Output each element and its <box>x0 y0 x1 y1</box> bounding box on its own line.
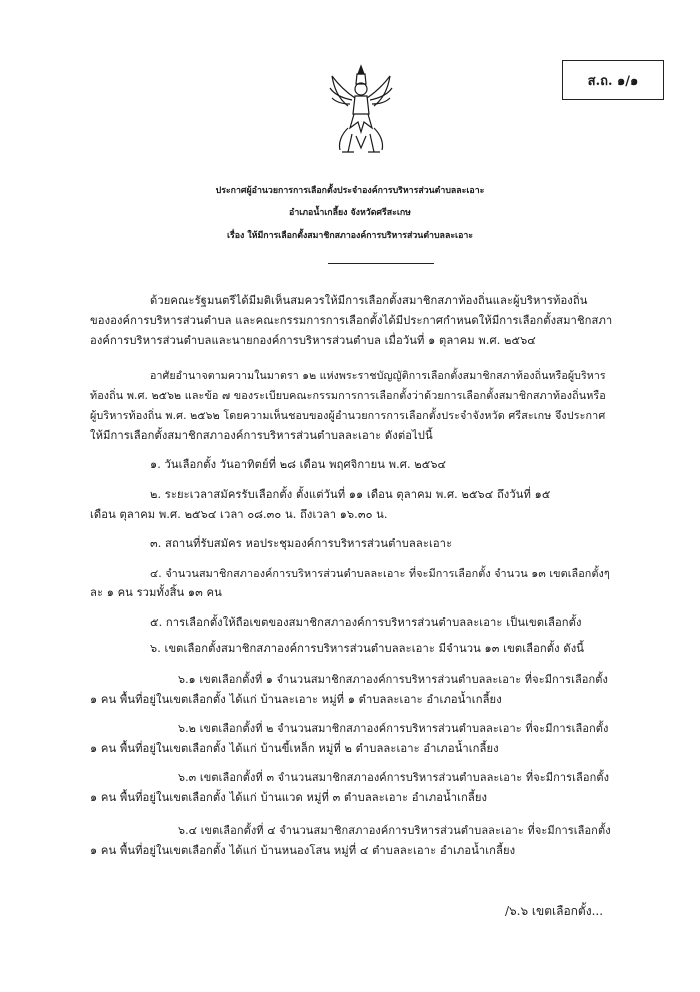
item-3: ๓. สถานที่รับสมัคร หอประชุมองค์การบริหารส่วนตำบลละเอาะ <box>150 537 453 550</box>
announcement-title: ประกาศผู้อำนวยการการเลือกตั้งประจำองค์การบริหารส่วนตำบลละเอาะ <box>215 186 485 196</box>
item-4-line: ๔. จำนวนสมาชิกสภาองค์การบริหารส่วนตำบลละเอาะ ที่จะมีการเลือกตั้ง จำนวน ๑๓ เขตเลือกตั้งๆ <box>150 567 610 580</box>
paragraph-1-line: องค์การบริหารส่วนตำบลและนายกองค์การบริหารส่วนตำบล เมื่อวันที่ ๑ ตุลาคม พ.ศ. ๒๕๖๔ <box>90 334 536 347</box>
paragraph-2-line: ให้มีการเลือกตั้งสมาชิกสภาองค์การบริหารส่วนตำบลละเอาะ ดังต่อไปนี้ <box>90 429 433 442</box>
paragraph-2-line: อาศัยอำนาจตามความในมาตรา ๑๒ แห่งพระราชบัญญัติการเลือกตั้งสมาชิกสภาท้องถิ่นหรือผู้บริหาร <box>150 370 606 382</box>
item-1: ๑. วันเลือกตั้ง วันอาทิตย์ที่ ๒๘ เดือน พฤศจิกายน พ.ศ. ๒๕๖๔ <box>150 458 447 471</box>
subitem-6-2-line: ๖.๒ เขตเลือกตั้งที่ ๒ จำนวนสมาชิกสภาองค์การบริหารส่วนตำบลละเอาะ ที่จะมีการเลือกตั้ง <box>178 722 609 735</box>
paragraph-2-line: ผู้บริหารท้องถิ่น พ.ศ. ๒๕๖๒ โดยความเห็นชอบของผู้อำนวยการการเลือกตั้งประจำจังหวัด ศรีสะเกษ จึงประกาศ <box>90 409 606 422</box>
paragraph-2-line: ท้องถิ่น พ.ศ. ๒๕๖๒ และข้อ ๗ ของระเบียบคณะกรรมการการเลือกตั้งว่าด้วยการเลือกตั้งสมาชิกสภาท้องถิ่นหรือ <box>90 389 606 402</box>
paragraph-1-line: ขององค์การบริหารส่วนตำบล และคณะกรรมการการเลือกตั้งได้มีประกาศกำหนดให้มีการเลือกตั้งสมาชิกสภา <box>90 314 613 327</box>
subitem-6-3-line: ๖.๓ เขตเลือกตั้งที่ ๓ จำนวนสมาชิกสภาองค์การบริหารส่วนตำบลละเอาะ ที่จะมีการเลือกตั้ง <box>178 771 610 784</box>
subitem-6-3-line: ๑ คน พื้นที่อยู่ในเขตเลือกตั้ง ได้แก่ บ้านแวด หมู่ที่ ๓ ตำบลละเอาะ อำเภอน้ำเกลี้ยง <box>90 791 488 804</box>
subitem-6-4-line: ๑ คน พื้นที่อยู่ในเขตเลือกตั้ง ได้แก่ บ้านหนองโสน หมู่ที่ ๔ ตำบลละเอาะ อำเภอน้ำเกลี้ยง <box>90 844 516 857</box>
document-code: ส.ถ. ๑/๑ <box>587 73 639 89</box>
continued-reference: /๖.๖ เขตเลือกตั้ง... <box>505 904 604 918</box>
document-code-box <box>562 60 664 100</box>
item-5: ๕. การเลือกตั้งให้ถือเขตของสมาชิกสภาองค์การบริหารส่วนตำบลละเอาะ เป็นเขตเลือกตั้ง <box>150 616 582 629</box>
garuda-emblem-icon <box>328 62 394 158</box>
subitem-6-2-line: ๑ คน พื้นที่อยู่ในเขตเลือกตั้ง ได้แก่ บ้านขี้เหล็ก หมู่ที่ ๒ ตำบลละเอาะ อำเภอน้ำเกลี้ยง <box>90 742 499 755</box>
item-2-line: ๒. ระยะเวลาสมัครรับเลือกตั้ง ตั้งแต่วันที่ ๑๑ เดือน ตุลาคม พ.ศ. ๒๕๖๔ ถึงวันที่ ๑๕ <box>150 488 551 501</box>
subitem-6-1-line: ๑ คน พื้นที่อยู่ในเขตเลือกตั้ง ได้แก่ บ้านละเอาะ หมู่ที่ ๑ ตำบลละเอาะ อำเภอน้ำเกลี้ยง <box>90 693 502 706</box>
title-divider <box>328 263 434 264</box>
item-2-line: เดือน ตุลาคม พ.ศ. ๒๕๖๔ เวลา ๐๘.๓๐ น. ถึงเวลา ๑๖.๓๐ น. <box>90 508 388 521</box>
paragraph-1-line: ด้วยคณะรัฐมนตรีได้มีมติเห็นสมควรให้มีการเลือกตั้งสมาชิกสภาท้องถิ่นและผู้บริหารท้องถิ่น <box>150 294 588 307</box>
announcement-subject: เรื่อง ให้มีการเลือกตั้งสมาชิกสภาองค์การบริหารส่วนตำบลละเอาะ <box>226 231 474 241</box>
item-6: ๖. เขตเลือกตั้งสมาชิกสภาองค์การบริหารส่วนตำบลละเอาะ มีจำนวน ๑๓ เขตเลือกตั้ง ดังนี้ <box>150 642 585 655</box>
announcement-location: อำเภอน้ำเกลี้ยง จังหวัดศรีสะเกษ <box>289 208 411 218</box>
subitem-6-1-line: ๖.๑ เขตเลือกตั้งที่ ๑ จำนวนสมาชิกสภาองค์การบริหารส่วนตำบลละเอาะ ที่จะมีการเลือกตั้ง <box>178 673 608 686</box>
subitem-6-4-line: ๖.๔ เขตเลือกตั้งที่ ๔ จำนวนสมาชิกสภาองค์การบริหารส่วนตำบลละเอาะ ที่จะมีการเลือกตั้ง <box>178 824 611 837</box>
item-4-line: ละ ๑ คน รวมทั้งสิ้น ๑๓ คน <box>90 586 222 599</box>
